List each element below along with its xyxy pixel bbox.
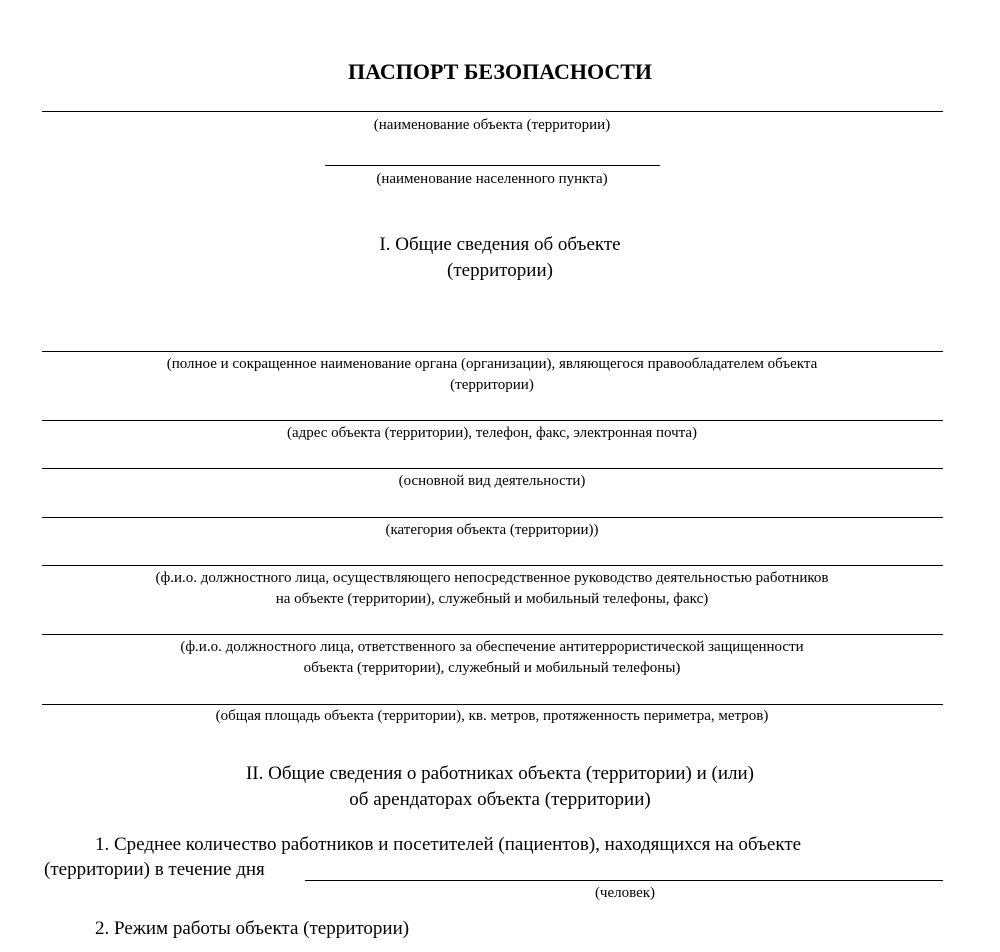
field-caption: (ф.и.о. должностного лица, осуществляющего непосредственное руководство деятельностью работников bbox=[155, 570, 829, 586]
field-line bbox=[42, 517, 943, 518]
item1-line2: (территории) в течение дня bbox=[44, 859, 265, 880]
object-name-caption: (наименование объекта (территории) bbox=[373, 117, 611, 133]
item1-answer-line bbox=[305, 880, 943, 881]
field-caption: (территории) bbox=[450, 377, 534, 393]
field-caption: (ф.и.о. должностного лица, ответственного за обеспечение антитеррористической защищенности bbox=[180, 639, 804, 655]
field-caption: (общая площадь объекта (территории), кв. метров, протяженность периметра, метров) bbox=[215, 708, 769, 724]
field-caption: (полное и сокращенное наименование органа (организации), являющегося правообладателем объекта bbox=[166, 356, 818, 372]
field-line bbox=[42, 420, 943, 421]
locality-caption: (наименование населенного пункта) bbox=[376, 171, 608, 187]
section1-heading-line2: (территории) bbox=[447, 260, 553, 281]
field-line bbox=[42, 351, 943, 352]
document-title: ПАСПОРТ БЕЗОПАСНОСТИ bbox=[347, 59, 653, 84]
field-caption: объекта (территории), служебный и мобильный телефоны) bbox=[303, 660, 681, 676]
locality-line bbox=[325, 165, 660, 166]
field-line bbox=[42, 565, 943, 566]
field-caption: (категория объекта (территории)) bbox=[385, 522, 599, 538]
object-name-line bbox=[42, 111, 943, 112]
section2-heading-line1: II. Общие сведения о работниках объекта (территории) и (или) bbox=[245, 763, 755, 784]
section1-heading-line1: I. Общие сведения об объекте bbox=[379, 234, 621, 255]
field-line bbox=[42, 634, 943, 635]
field-caption: на объекте (территории), служебный и мобильный телефоны, факс) bbox=[275, 591, 709, 607]
item1-unit-caption: (человек) bbox=[594, 885, 656, 901]
item1-line1: 1. Среднее количество работников и посетителей (пациентов), находящихся на объекте bbox=[95, 834, 802, 855]
field-caption: (основной вид деятельности) bbox=[398, 473, 586, 489]
section2-heading-line2: об арендаторах объекта (территории) bbox=[349, 789, 651, 810]
item2-text: 2. Режим работы объекта (территории) bbox=[95, 918, 410, 939]
field-line bbox=[42, 704, 943, 705]
field-line bbox=[42, 468, 943, 469]
field-caption: (адрес объекта (территории), телефон, факс, электронная почта) bbox=[286, 425, 698, 441]
